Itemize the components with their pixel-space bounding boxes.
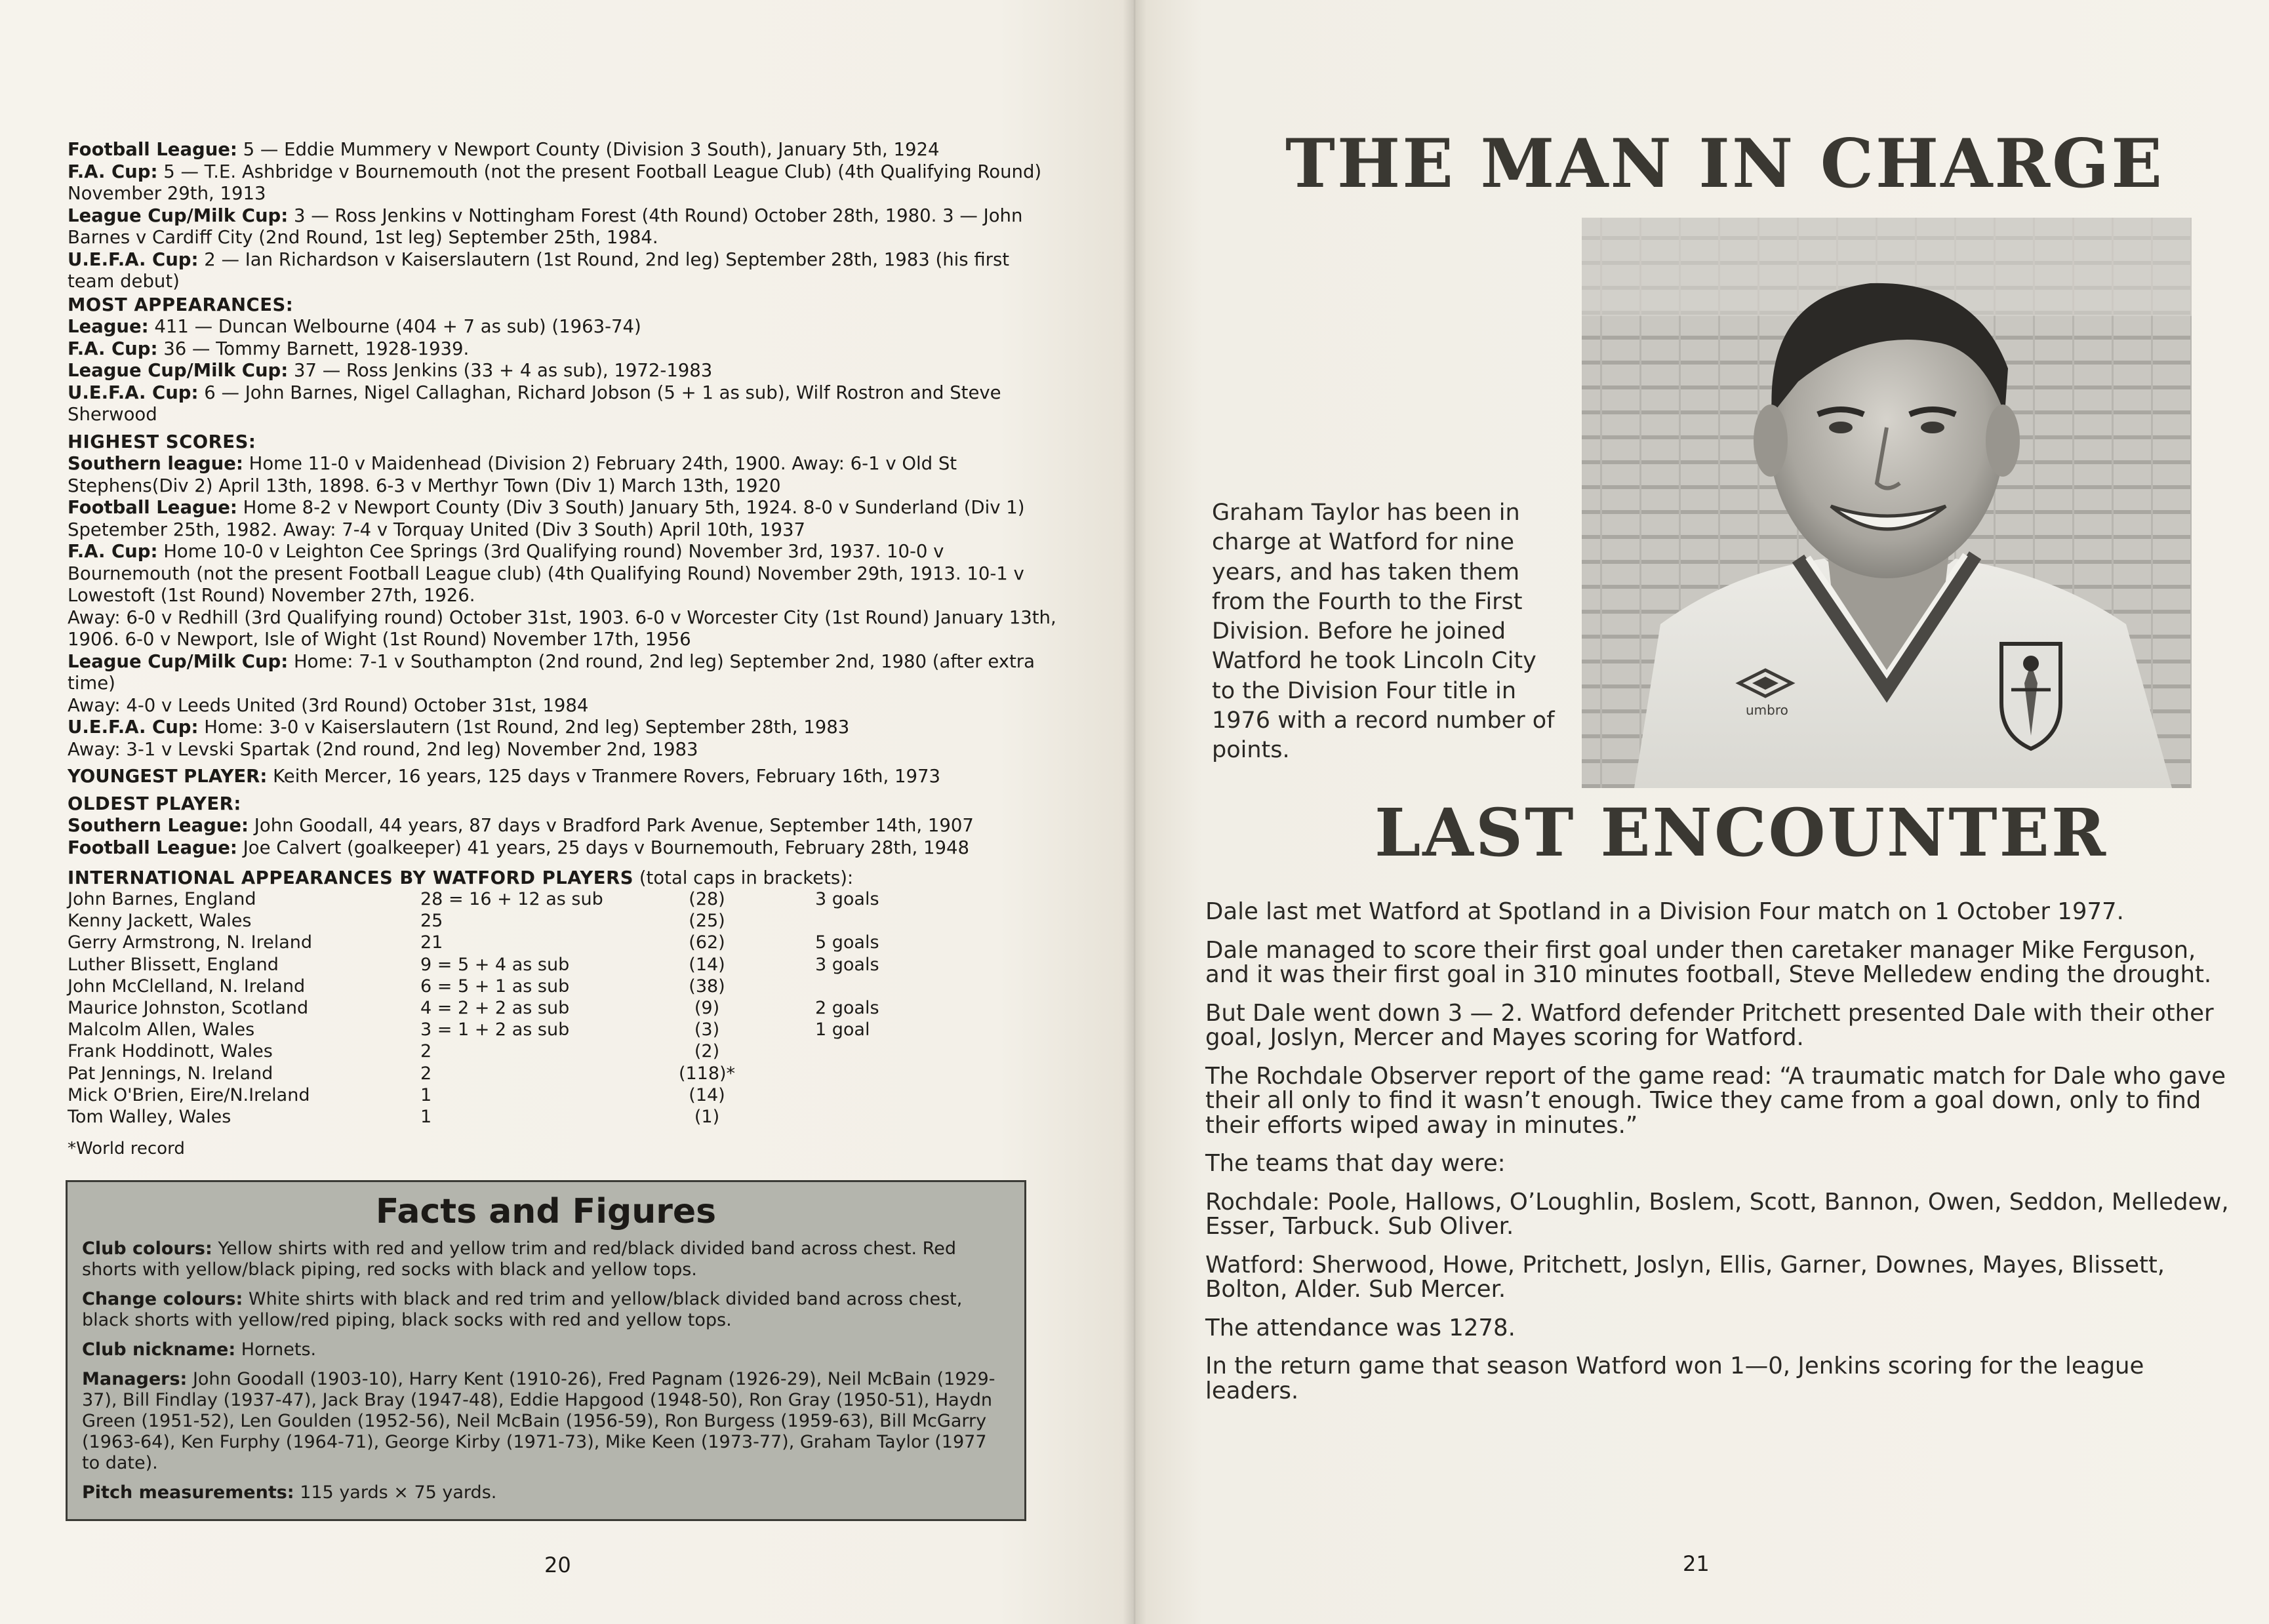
caps-row <box>68 997 920 1019</box>
last-encounter-report <box>1205 900 2235 1417</box>
manager-photo <box>1582 218 2192 788</box>
cap-appearances: 25 <box>420 911 443 932</box>
club-records <box>68 139 1058 859</box>
cap-player-name: Kenny Jackett, Wales <box>68 911 252 932</box>
facts-title: Facts and Figures <box>375 1192 717 1231</box>
cap-goals: 1 goal <box>815 1020 870 1040</box>
cap-total: (62) <box>689 932 725 953</box>
record-lc-goals: League Cup/Milk Cup: 3 — Ross Jenkins v Nottingham Forest (4th Round) October 28th, 1980. 3 — John Barnes v Cardiff City (2nd Round, 1st leg) September 25th, 1984. <box>68 205 1023 248</box>
title-last-encounter: LAST ENCOUNTER <box>1374 794 2108 871</box>
cap-goals: 5 goals <box>815 932 879 953</box>
page-20 <box>0 0 1134 1624</box>
page-21 <box>1134 0 2269 1624</box>
cap-appearances: 6 = 5 + 1 as sub <box>420 976 570 997</box>
cap-appearances: 1 <box>420 1084 432 1105</box>
app-league: League: 411 — Duncan Welbourne (404 + 7 as sub) (1963-74) <box>68 316 641 337</box>
facts-body <box>68 1235 1024 1503</box>
record-fl-goals: Football League: 5 — Eddie Mummery v Newport County (Division 3 South), January 5th, 1924 <box>68 139 940 160</box>
app-lc: League Cup/Milk Cup: 37 — Ross Jenkins (33 + 4 as sub), 1972-1983 <box>68 360 713 381</box>
page-number-left: 20 <box>544 1553 571 1577</box>
cap-total: (2) <box>694 1041 720 1062</box>
caps-row <box>68 1084 920 1106</box>
report-paragraph: The Rochdale Observer report of the game read: “A traumatic match for Dale who gave their all only to find it wasn’t enough. Twice they came from a goal down, only to find their efforts wiped away in minutes.” <box>1205 1062 2226 1139</box>
managers: Managers: John Goodall (1903-10), Harry Kent (1910-26), Fred Pagnam (1926-29), Neil McBain (1929-37), Bill Findlay (1937-47), Jack Bray (1947-48), Eddie Hapgood (1948-50), Ron Gray (1950-51), Haydn Green (1951-52), Len Goulden (1952-56), Neil McBain (1956-59), Ron Burgess (1959-63), Bill McGarry (1963-64), Ken Furphy (1964-71), George Kirby (1971-73), Mike Keen (1973-77), Graham Taylor (1977 to date). <box>82 1369 995 1473</box>
cap-total: (38) <box>689 976 725 997</box>
cap-total: (1) <box>694 1106 720 1127</box>
cap-appearances: 9 = 5 + 4 as sub <box>420 954 570 975</box>
caps-table <box>68 888 920 1128</box>
report-paragraph: But Dale went down 3 — 2. Watford defender Pritchett presented Dale with their other goal, Joslyn, Mercer and Mayes scoring for Watford. <box>1205 999 2214 1051</box>
book-gutter <box>1123 0 1146 1624</box>
record-fa-goals: F.A. Cup: 5 — T.E. Ashbridge v Bournemouth (not the present Football League Club) (4th Qualifying Round) November 29th, 1913 <box>68 161 1042 204</box>
app-uefa: U.E.F.A. Cup: 6 — John Barnes, Nigel Callaghan, Richard Jobson (5 + 1 as sub), Wilf Rostron and Steve Sherwood <box>68 382 1001 425</box>
title-man-in-charge: THE MAN IN CHARGE <box>1285 125 2165 203</box>
cap-player-name: Tom Walley, Wales <box>68 1106 231 1127</box>
hs-lc-away: Away: 4-0 v Leeds United (3rd Round) October 31st, 1984 <box>68 694 589 716</box>
hs-fa: F.A. Cup: Home 10-0 v Leighton Cee Springs (3rd Qualifying round) November 3rd, 1937. 10-0 v Bournemouth (not the present Football League club) (4th Qualifying Round) November 29th, 1913. 10-1 v Lowestoft (1st Round) November 27th, 1926. <box>68 541 1024 606</box>
cap-total: (14) <box>689 954 725 975</box>
youngest-player: YOUNGEST PLAYER: Keith Mercer, 16 years, 125 days v Tranmere Rovers, February 16th, 1973 <box>68 766 940 787</box>
report-paragraph: Rochdale: Poole, Hallows, O’Loughlin, Boslem, Scott, Bannon, Owen, Seddon, Melledew, Esser, Tarbuck. Sub Oliver. <box>1205 1188 2229 1240</box>
caps-row <box>68 1106 920 1128</box>
cap-player-name: John Barnes, England <box>68 889 256 909</box>
caps-row <box>68 1019 920 1040</box>
cap-appearances: 1 <box>420 1106 432 1127</box>
cap-total: (3) <box>694 1020 720 1040</box>
cap-total: (118)* <box>678 1063 736 1084</box>
cap-goals: 3 goals <box>815 889 879 909</box>
caps-row <box>68 910 920 932</box>
cap-player-name: Luther Blissett, England <box>68 954 279 975</box>
cap-total: (25) <box>689 911 725 932</box>
report-paragraph: Watford: Sherwood, Howe, Pritchett, Joslyn, Ellis, Garner, Downes, Mayes, Blissett, Bolton, Alder. Sub Mercer. <box>1205 1251 2165 1303</box>
report-paragraph: Dale last met Watford at Spotland in a Division Four match on 1 October 1977. <box>1205 898 2124 925</box>
cap-player-name: Frank Hoddinott, Wales <box>68 1041 273 1062</box>
page-number-right: 21 <box>1683 1551 1710 1576</box>
hs-southern: Southern league: Home 11-0 v Maidenhead (Division 2) February 24th, 1900. Away: 6-1 v Old St Stephens(Div 2) April 13th, 1898. 6-3 v Merthyr Town (Div 1) March 13th, 1920 <box>68 453 957 496</box>
cap-appearances: 3 = 1 + 2 as sub <box>420 1020 570 1040</box>
cap-total: (28) <box>689 889 725 909</box>
most-appearances-heading: MOST APPEARANCES: <box>68 294 294 315</box>
report-paragraph: The teams that day were: <box>1205 1150 1506 1177</box>
club-colours: Club colours: Yellow shirts with red and yellow trim and red/black divided band across chest. Red shorts with yellow/black piping, red socks with black and yellow tops. <box>82 1238 956 1280</box>
cap-player-name: Malcolm Allen, Wales <box>68 1020 255 1040</box>
caps-row <box>68 932 920 953</box>
hs-uefa-away: Away: 3-1 v Levski Spartak (2nd round, 2nd leg) November 2nd, 1983 <box>68 738 698 760</box>
svg-text:umbro: umbro <box>1746 702 1788 718</box>
oldest-southern: Southern League: John Goodall, 44 years, 87 days v Bradford Park Avenue, September 14th, 1907 <box>68 815 974 836</box>
oldest-player-heading: OLDEST PLAYER: <box>68 793 241 814</box>
facts-and-figures-box <box>66 1180 1026 1521</box>
cap-player-name: Mick O'Brien, Eire/N.Ireland <box>68 1084 310 1105</box>
cap-appearances: 4 = 2 + 2 as sub <box>420 997 570 1018</box>
change-colours: Change colours: White shirts with black and red trim and yellow/black divided band across chest, black shorts with yellow/red piping, black socks with red and yellow tops. <box>82 1289 963 1330</box>
caps-row <box>68 954 920 976</box>
cap-player-name: Gerry Armstrong, N. Ireland <box>68 932 313 953</box>
cap-player-name: Pat Jennings, N. Ireland <box>68 1063 273 1084</box>
hs-fl: Football League: Home 8-2 v Newport County (Div 3 South) January 5th, 1924. 8-0 v Sunderland (Div 1) Spetember 25th, 1982. Away: 7-4 v Torquay United (Div 3 South) April 10th, 1937 <box>68 497 1025 540</box>
hs-lc: League Cup/Milk Cup: Home: 7-1 v Southampton (2nd round, 2nd leg) September 2nd, 1980 (after extra time) <box>68 650 1035 694</box>
caps-row <box>68 1063 920 1084</box>
manager-bio: Graham Taylor has been in charge at Watford for nine years, and has taken them from the Fourth to the First Division. Before he joined Watford he took Lincoln City to the Division Four title in 1976 with a record number of points. <box>1212 500 1555 764</box>
report-paragraph: In the return game that season Watford won 1—0, Jenkins scoring for the league leaders. <box>1205 1353 2144 1404</box>
hs-fa-away: Away: 6-0 v Redhill (3rd Qualifying round) October 31st, 1903. 6-0 v Worcester City (1st Round) January 13th, 1906. 6-0 v Newport, Isle of Wight (1st Round) November 17th, 1956 <box>68 606 1056 650</box>
cap-goals: 2 goals <box>815 997 879 1018</box>
caps-heading: INTERNATIONAL APPEARANCES BY WATFORD PLAYERS (total caps in brackets): <box>68 867 854 888</box>
cap-goals: 3 goals <box>815 954 879 975</box>
hs-uefa: U.E.F.A. Cup: Home: 3-0 v Kaiserslautern (1st Round, 2nd leg) September 28th, 1983 <box>68 717 850 738</box>
caps-footnote: *World record <box>68 1139 185 1159</box>
record-uefa-goals: U.E.F.A. Cup: 2 — Ian Richardson v Kaiserslautern (1st Round, 2nd leg) September 28th, 1983 (his first team debut) <box>68 248 1010 292</box>
club-nickname: Club nickname: Hornets. <box>82 1339 317 1360</box>
manager-portrait-image <box>1582 218 2192 788</box>
pitch-measurements: Pitch measurements: 115 yards × 75 yards. <box>82 1482 497 1503</box>
cap-total: (14) <box>689 1084 725 1105</box>
cap-appearances: 21 <box>420 932 443 953</box>
report-paragraph: The attendance was 1278. <box>1205 1314 1516 1341</box>
cap-appearances: 2 <box>420 1063 432 1084</box>
app-fa: F.A. Cup: 36 — Tommy Barnett, 1928-1939. <box>68 338 470 359</box>
cap-player-name: Maurice Johnston, Scotland <box>68 997 309 1018</box>
caps-row <box>68 1040 920 1062</box>
caps-row <box>68 888 920 910</box>
cap-player-name: John McClelland, N. Ireland <box>68 976 306 997</box>
highest-scores-heading: HIGHEST SCORES: <box>68 431 256 452</box>
cap-total: (9) <box>694 997 720 1018</box>
cap-appearances: 2 <box>420 1041 432 1062</box>
report-paragraph: Dale managed to score their first goal under then caretaker manager Mike Ferguson, and it was their first goal in 310 minutes football, Steve Melledew ending the drought. <box>1205 936 2212 988</box>
oldest-fl: Football League: Joe Calvert (goalkeeper) 41 years, 25 days v Bournemouth, February 28th, 1948 <box>68 837 970 858</box>
cap-appearances: 28 = 16 + 12 as sub <box>420 889 603 909</box>
caps-row <box>68 976 920 997</box>
